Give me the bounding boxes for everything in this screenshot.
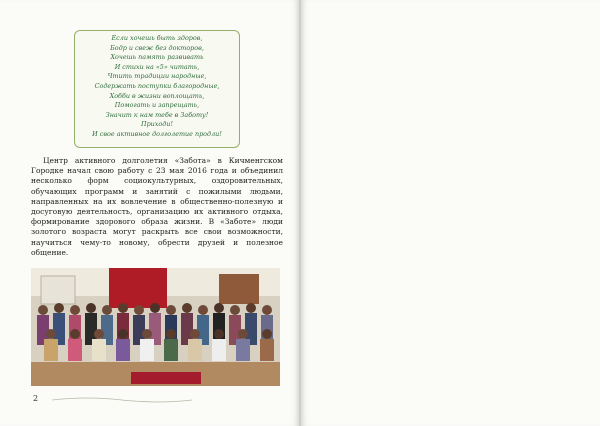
poem-line: И стихи на «5» читать, [114, 62, 200, 71]
group-photo [31, 268, 280, 386]
ornament-icon [52, 396, 192, 404]
poem-line: Если хочешь быть здоров, [111, 34, 203, 42]
poem-line: Хобби в жизни воплощать, [109, 91, 205, 100]
right-page [301, 0, 600, 426]
poem-line: Значит к нам тебе в Заботу! [105, 110, 209, 119]
page-number-left: 2 [33, 394, 39, 403]
poem-line: И свое активное долголетие продли! [92, 129, 222, 138]
poem-line: Чтить традиции народные, [107, 72, 207, 81]
poem-line: Приходи! [141, 120, 173, 129]
poem-line: Содержать поступки благородные, [94, 81, 220, 90]
poem-box [74, 30, 240, 148]
left-page [0, 0, 299, 426]
left-body [31, 156, 283, 258]
poem-line: Помогать и запрещать, [114, 101, 200, 110]
group-photo-illustration [31, 268, 280, 386]
poem-line: Хочешь память развивать [110, 53, 204, 62]
left-paragraph: Центр активного долголетия «Забота» в Кичменгском Городке начал свою работу с 23 мая 2016 года и объединил несколько форм социокультурных, оздоровительных, обучающих программ и занятий с пожилыми людьми, направленных на их вовлечение в общественно-полезную и досуговую деятельность, организацию их активного отдыха, формирование здорового образа жизни. В «Заботе» люди золотого возраста могут раскрыть все свои возможности, научиться чему-то новому, обрести друзей и полезное общение. [31, 156, 283, 257]
poem-line: Бодр и свеж без докторов, [110, 43, 204, 52]
